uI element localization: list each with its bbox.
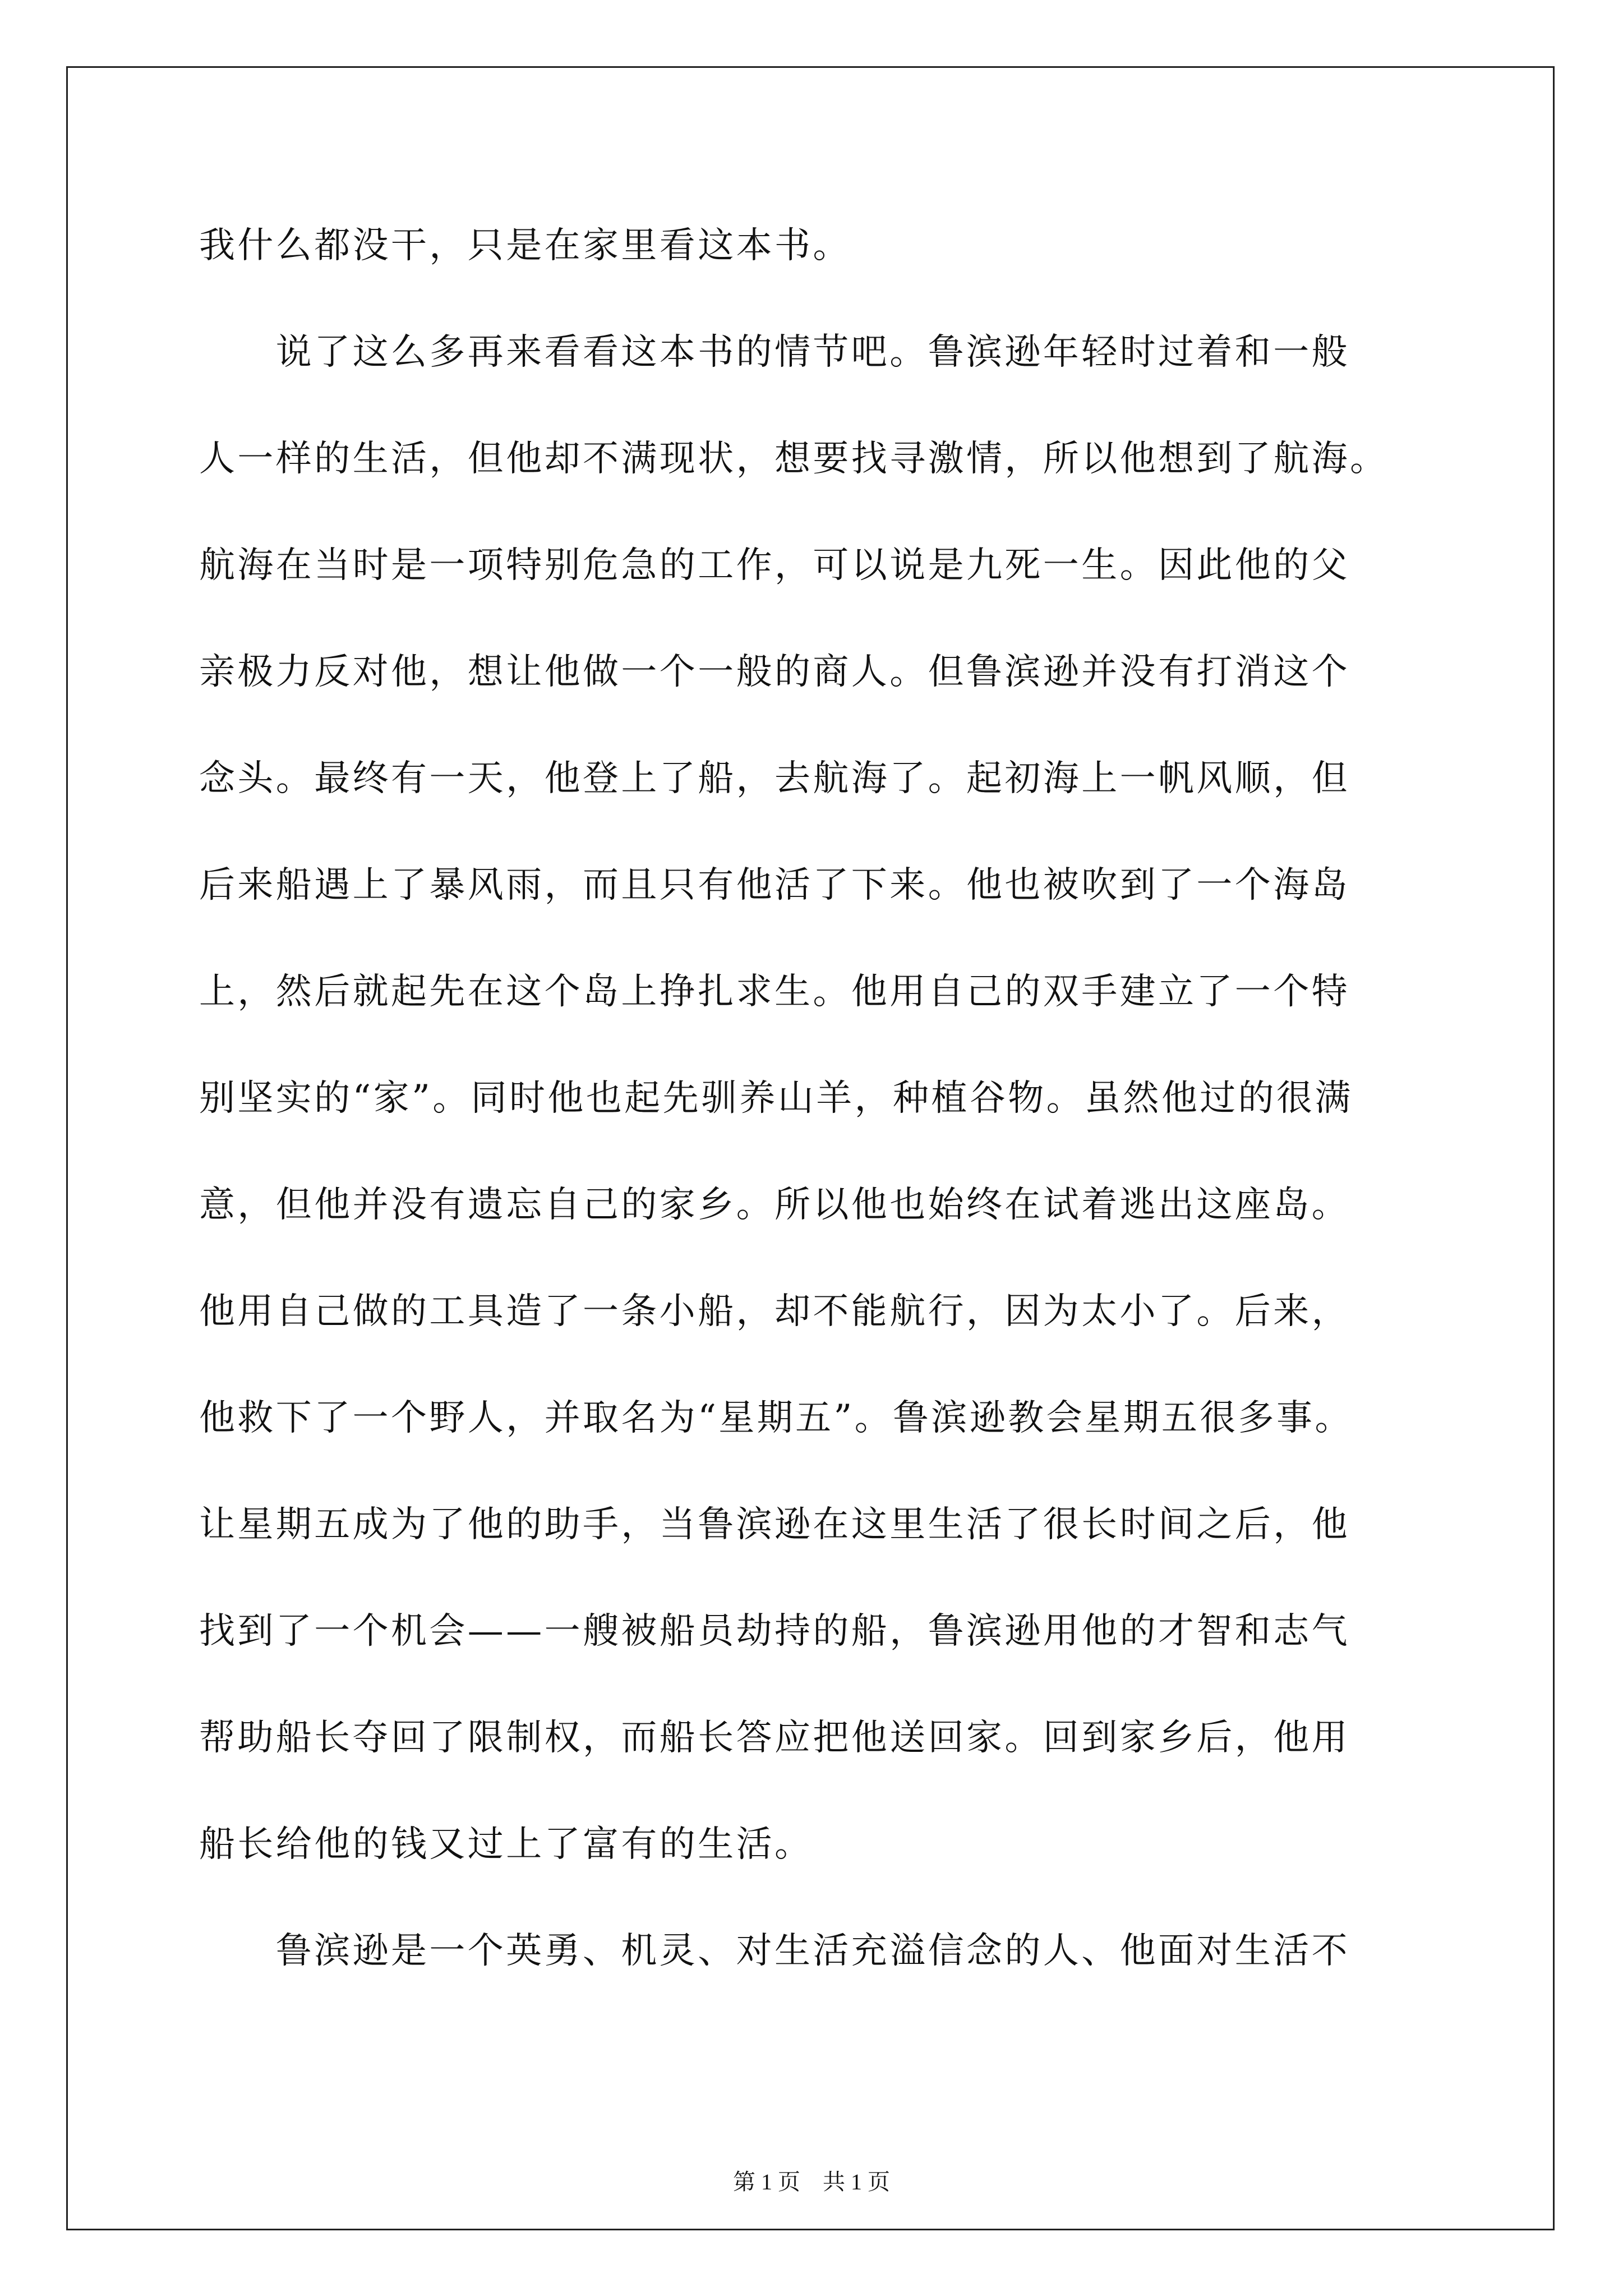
text-line: 上，然后就起先在这个岛上挣扎求生。他用自己的双手建立了一个特: [199, 971, 1350, 1013]
text-line: 他救下了一个野人，并取名为“星期五”。鲁滨逊教会星期五很多事。: [199, 1397, 1353, 1439]
text-line: 人一样的生活，但他却不满现状，想要找寻激情，所以他想到了航海。: [199, 438, 1389, 480]
text-line: 船长给他的钱又过上了富有的生活。: [199, 1824, 813, 1865]
page-border: [66, 66, 1555, 2230]
text-line: 后来船遇上了暴风雨，而且只有他活了下来。他也被吹到了一个海岛: [199, 864, 1350, 906]
text-line: 说了这么多再来看看这本书的情节吧。鲁滨逊年轻时过着和一般: [199, 332, 1350, 373]
text-line: 意，但他并没有遗忘自己的家乡。所以他也始终在试着逃出这座岛。: [199, 1184, 1350, 1226]
text-line: 念头。最终有一天，他登上了船，去航海了。起初海上一帆风顺，但: [199, 758, 1350, 799]
page-footer: [0, 2168, 1623, 2196]
text-line: 亲极力反对他，想让他做一个一般的商人。但鲁滨逊并没有打消这个: [199, 651, 1350, 693]
text-line: 他用自己做的工具造了一条小船，却不能航行，因为太小了。后来，: [199, 1291, 1350, 1332]
text-line: 找到了一个机会——一艘被船员劫持的船，鲁滨逊用他的才智和志气: [199, 1611, 1350, 1652]
page-total: 共 1 页: [823, 2169, 890, 2194]
page-number: 第 1 页: [733, 2169, 800, 2194]
text-line: 航海在当时是一项特别危急的工作，可以说是九死一生。因此他的父: [199, 545, 1350, 586]
text-line: 让星期五成为了他的助手，当鲁滨逊在这里生活了很长时间之后，他: [199, 1504, 1350, 1545]
text-line: 别坚实的“家”。同时他也起先驯养山羊，种植谷物。虽然他过的很满: [199, 1078, 1353, 1119]
text-line: 我什么都没干，只是在家里看这本书。: [199, 225, 851, 266]
text-line: 鲁滨逊是一个英勇、机灵、对生活充溢信念的人、他面对生活不: [199, 1930, 1350, 1972]
text-line: 帮助船长夺回了限制权，而船长答应把他送回家。回到家乡后，他用: [199, 1717, 1350, 1759]
